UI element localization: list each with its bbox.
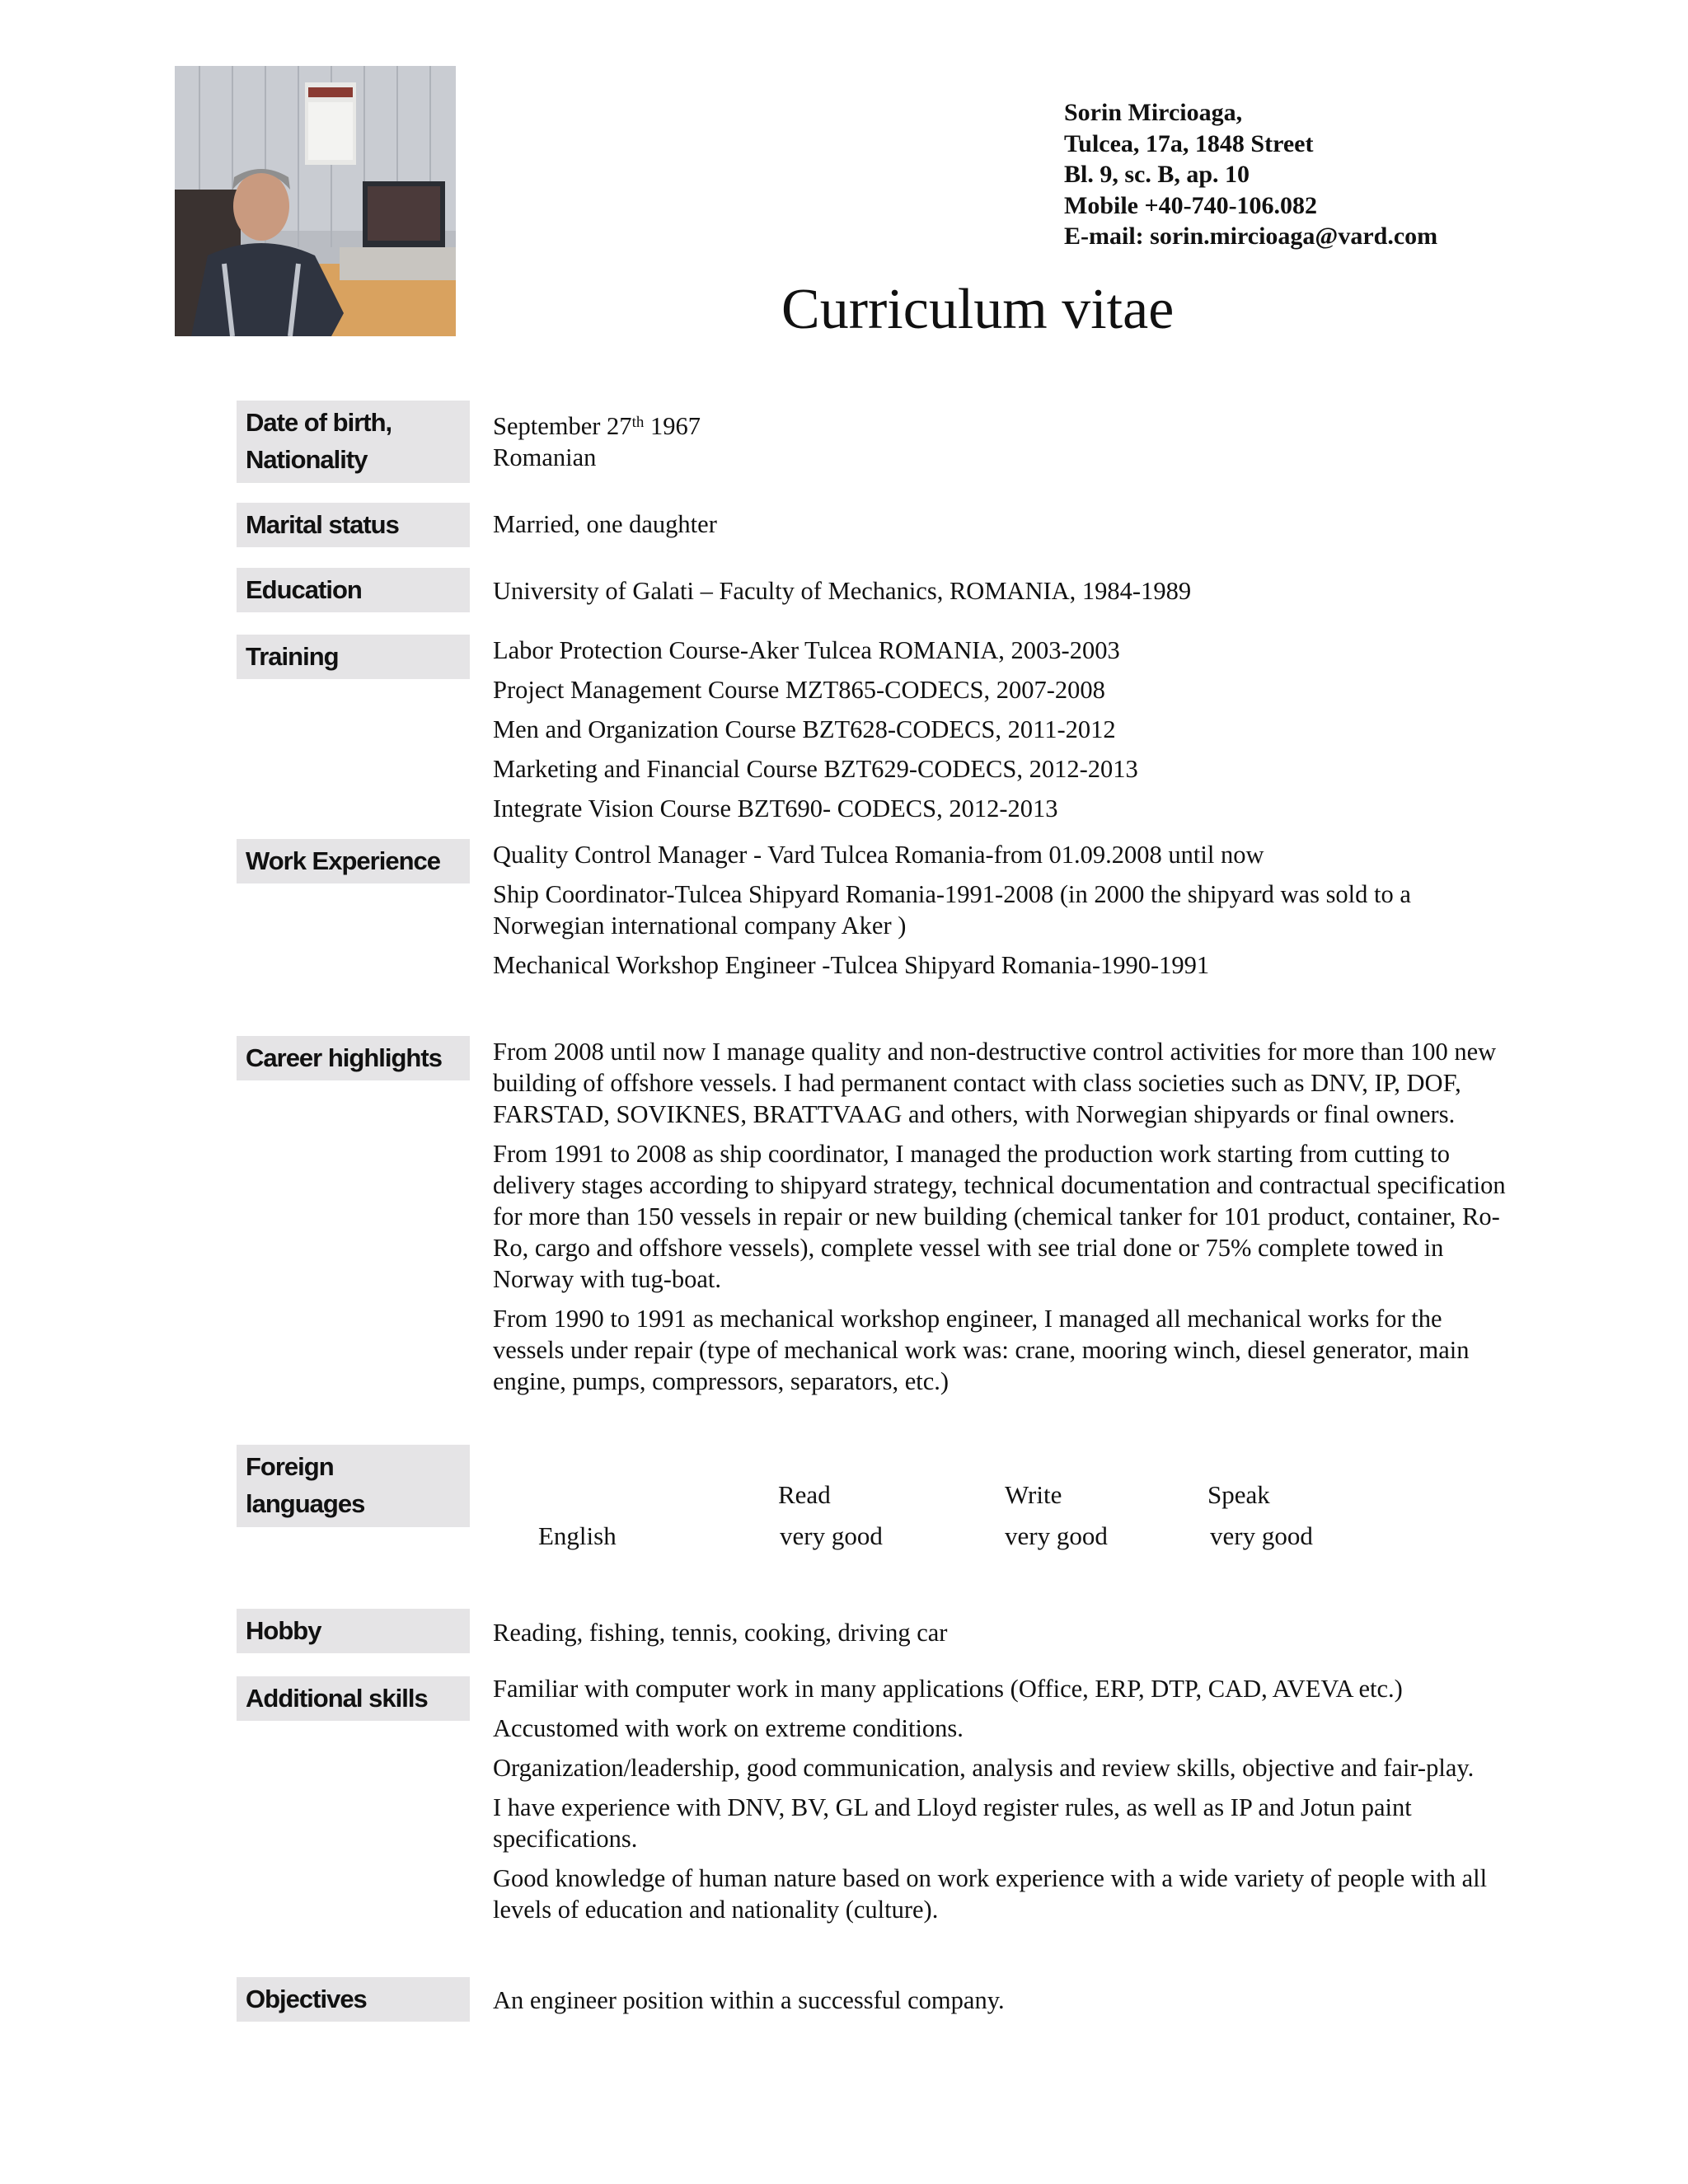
contact-mobile: Mobile +40-740-106.082 [1064, 191, 1318, 219]
label-marital-status: Marital status [237, 503, 470, 547]
label-career-highlights: Career highlights [237, 1036, 470, 1080]
label-birth: Date of birth, [246, 408, 392, 437]
work-item: Ship Coordinator-Tulcea Shipyard Romania-1991-2008 (in 2000 the shipyard was sold to a Norwegian international company Aker ) [493, 880, 1411, 940]
label-languages: languages [246, 1489, 365, 1518]
work-item: Quality Control Manager - Vard Tulcea Romania-from 01.09.2008 until now [493, 841, 1264, 869]
birth-date: September 27th 1967 [493, 412, 701, 440]
lang-row-speak: very good [1210, 1521, 1313, 1550]
label-objectives: Objectives [237, 1977, 470, 2022]
content-birth-nationality [493, 410, 1507, 473]
skill-item: Familiar with computer work in many applications (Office, ERP, DTP, CAD, AVEVA etc.) [493, 1675, 1403, 1703]
work-experience-list [493, 839, 1507, 981]
label-foreign-languages [237, 1445, 470, 1527]
label-education: Education [237, 568, 470, 612]
skill-item: Good knowledge of human nature based on work experience with a wide variety of people with all levels of education and nationality (culture). [493, 1864, 1488, 1924]
marital-status-value: Married, one daughter [493, 510, 717, 538]
lang-header-write: Write [1005, 1480, 1062, 1509]
education-value: University of Galati – Faculty of Mechanics, ROMANIA, 1984-1989 [493, 577, 1192, 605]
nationality-value: Romanian [493, 443, 597, 471]
career-item: From 1991 to 2008 as ship coordinator, I managed the production work starting from cutting to delivery stages according to shipyard strategy, technical documentation and contractual specification for more than 150 vessels in repair or new building (chemical tanker for 101 product, container, Ro-Ro, cargo and offshore vessels), complete vessel with see trial done or 75% complete towed in Norway with tug-boat. [493, 1140, 1506, 1293]
skill-item: Accustomed with work on extreme conditions. [493, 1714, 964, 1742]
training-item: Project Management Course MZT865-CODECS, 2007-2008 [493, 676, 1105, 704]
work-item: Mechanical Workshop Engineer -Tulcea Shipyard Romania-1990-1991 [493, 951, 1210, 979]
profile-photo [175, 66, 456, 336]
lang-header-speak: Speak [1207, 1480, 1270, 1509]
label-work-experience: Work Experience [237, 839, 470, 883]
lang-row-write: very good [1005, 1521, 1108, 1550]
career-item: From 2008 until now I manage quality and non-destructive control activities for more than 100 new building of offshore vessels. I had permanent contact with class societies such as DNV, IP, DOF, FARSTAD, SOVIKNES, BRATTVAAG and others, with Norwegian shipyards or final owners. [493, 1038, 1497, 1128]
contact-address-line2: Bl. 9, sc. B, ap. 10 [1064, 161, 1250, 188]
training-item: Integrate Vision Course BZT690- CODECS, 2012-2013 [493, 794, 1058, 823]
contact-email: E-mail: sorin.mircioaga@vard.com [1064, 223, 1438, 250]
skill-item: I have experience with DNV, BV, GL and Lloyd register rules, as well as IP and Jotun paint specifications. [493, 1793, 1412, 1853]
lang-row-language: English [538, 1521, 617, 1550]
label-training: Training [237, 635, 470, 679]
career-item: From 1990 to 1991 as mechanical workshop engineer, I managed all mechanical works for the vessels under repair (type of mechanical work was: crane, mooring winch, diesel generator, main engine, pumps, compressors, separators, etc.) [493, 1305, 1470, 1395]
career-highlights-list [493, 1036, 1507, 1397]
training-item: Men and Organization Course BZT628-CODECS, 2011-2012 [493, 715, 1116, 743]
contact-address-line1: Tulcea, 17a, 1848 Street [1064, 129, 1314, 157]
label-nationality: Nationality [246, 445, 368, 474]
label-foreign: Foreign [246, 1452, 334, 1481]
training-list [493, 630, 1507, 828]
lang-row-read: very good [780, 1521, 883, 1550]
hobby-value: Reading, fishing, tennis, cooking, driving car [493, 1619, 948, 1647]
training-item: Marketing and Financial Course BZT629-CODECS, 2012-2013 [493, 755, 1138, 783]
skill-item: Organization/leadership, good communication, analysis and review skills, objective and fair-play. [493, 1754, 1475, 1782]
objectives-value: An engineer position within a successful company. [493, 1986, 1005, 2014]
training-item: Labor Protection Course-Aker Tulcea ROMANIA, 2003-2003 [493, 636, 1120, 664]
label-birth-nationality [237, 401, 470, 483]
document-title: Curriculum vitae [781, 278, 1175, 341]
contact-name: Sorin Mircioaga, [1064, 99, 1243, 126]
label-hobby: Hobby [237, 1609, 470, 1653]
lang-header-read: Read [778, 1480, 831, 1509]
additional-skills-list [493, 1673, 1507, 1925]
label-additional-skills: Additional skills [237, 1676, 470, 1721]
contact-block [1064, 97, 1437, 252]
